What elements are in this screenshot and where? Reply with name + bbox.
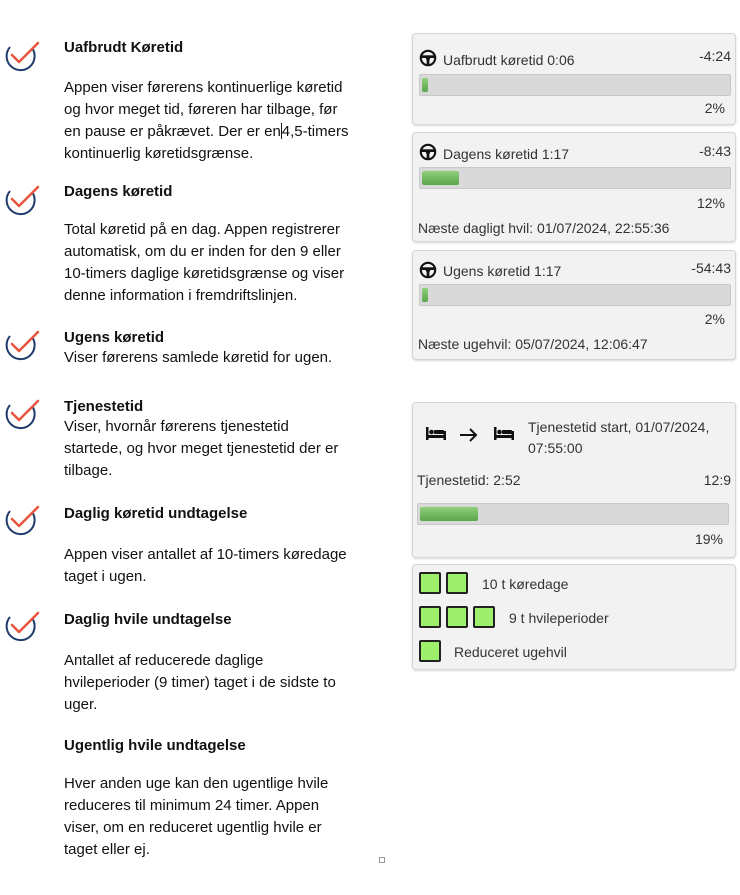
progress-bar bbox=[419, 167, 731, 189]
card-label: Dagens køretid 1:17 bbox=[443, 146, 570, 162]
steering-wheel-icon bbox=[419, 49, 437, 67]
next-rest: Næste ugehvil: 05/07/2024, 12:06:47 bbox=[418, 336, 648, 352]
check-icon bbox=[2, 608, 42, 642]
check-icon bbox=[2, 182, 42, 216]
exceptions-card bbox=[412, 564, 736, 670]
progress-bar bbox=[417, 503, 729, 525]
progress-fill bbox=[422, 288, 428, 302]
section-title: Tjenestetid bbox=[64, 398, 144, 415]
ugens-koretid-card bbox=[412, 250, 736, 360]
check-icon bbox=[2, 38, 42, 72]
exception-label: 10 t køredage bbox=[482, 576, 569, 592]
section-body: Appen viser førerens kontinuerlige køretid og hvor meget tid, føreren har tilbage, før en pause er påkrævet. Der er en4,5-timers kontinuerlig køretidsgrænse. bbox=[64, 79, 349, 162]
card-label: Tjenestetid: 2:52 bbox=[417, 472, 521, 488]
progress-bar bbox=[419, 74, 731, 96]
section-body: Appen viser antallet af 10-timers køredage taget i ugen. bbox=[64, 546, 347, 585]
progress-bar bbox=[419, 284, 731, 306]
card-label: Uafbrudt køretid 0:06 bbox=[443, 52, 575, 68]
next-rest: Næste dagligt hvil: 01/07/2024, 22:55:36 bbox=[418, 220, 670, 236]
uafbrudt-koretid-card bbox=[412, 33, 736, 125]
exception-label: Reduceret ugehvil bbox=[454, 644, 567, 660]
section-body: Viser, hvornår førerens tjenestetid startede, og hvor meget tjenestetid der er tilbage. bbox=[64, 418, 339, 479]
bed-icon bbox=[493, 425, 515, 441]
indicator-square bbox=[419, 640, 441, 662]
section-title: Ugentlig hvile undtagelse bbox=[64, 737, 246, 754]
section-title: Uafbrudt Køretid bbox=[64, 39, 184, 56]
section-title: Ugens køretid bbox=[64, 329, 165, 346]
progress-fill bbox=[420, 507, 478, 521]
card-percent: 12% bbox=[696, 195, 725, 211]
check-icon bbox=[2, 396, 42, 430]
indicator-square bbox=[419, 572, 441, 594]
section-body: Total køretid på en dag. Appen registrerer automatisk, om du er inden for den 9 eller 10-timers daglige køretidsgrænse og viser denne information i fremdriftslinjen. bbox=[64, 221, 345, 304]
steering-wheel-icon bbox=[419, 261, 437, 279]
card-remaining: -54:43 bbox=[691, 260, 731, 276]
progress-fill bbox=[422, 78, 428, 92]
card-remaining: -8:43 bbox=[699, 143, 731, 159]
steering-wheel-icon bbox=[419, 143, 437, 161]
arrow-right-icon bbox=[459, 428, 479, 442]
check-icon bbox=[2, 327, 42, 361]
card-remaining: 12:9 bbox=[703, 472, 731, 488]
indicator-square bbox=[446, 572, 468, 594]
check-icon bbox=[2, 502, 42, 536]
section-body: Hver anden uge kan den ugentlige hvile reduceres til minimum 24 timer. Appen viser, om en reduceret ugentlig hvile er taget eller ej. bbox=[64, 775, 329, 858]
duty-start: Tjenestetid start, 01/07/2024, 07:55:00 bbox=[528, 419, 710, 456]
card-percent: 2% bbox=[704, 311, 725, 327]
section-body: Antallet af reducerede daglige hvileperioder (9 timer) taget i de sidste to uger. bbox=[64, 652, 336, 713]
tjenestetid-card bbox=[412, 402, 736, 558]
exception-label: 9 t hvileperioder bbox=[509, 610, 609, 626]
card-percent: 2% bbox=[704, 100, 725, 116]
progress-fill bbox=[422, 171, 459, 185]
indicator-square bbox=[419, 606, 441, 628]
section-body: Viser førerens samlede køretid for ugen. bbox=[64, 349, 333, 366]
resize-handle[interactable] bbox=[379, 857, 385, 863]
section-title: Dagens køretid bbox=[64, 183, 173, 200]
bed-icon bbox=[425, 425, 447, 441]
section-title: Daglig køretid undtagelse bbox=[64, 505, 248, 522]
dagens-koretid-card bbox=[412, 132, 736, 242]
section-title: Daglig hvile undtagelse bbox=[64, 611, 232, 628]
card-label: Ugens køretid 1:17 bbox=[443, 263, 562, 279]
indicator-square bbox=[473, 606, 495, 628]
indicator-square bbox=[446, 606, 468, 628]
card-remaining: -4:24 bbox=[699, 48, 731, 64]
card-percent: 19% bbox=[694, 531, 723, 547]
